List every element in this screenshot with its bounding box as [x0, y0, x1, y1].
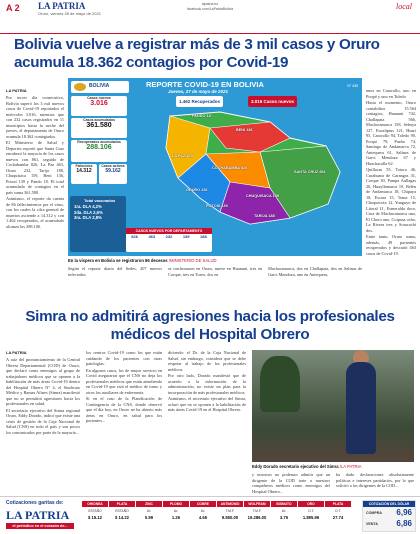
dollar-venta-label: VENTA: [366, 521, 378, 526]
dollar-title: COTIZACIÓN DEL DÓLAR: [363, 501, 415, 507]
story1-col1: [6, 88, 64, 230]
story1-r2: Hasta el momento, Oruro contabiliza 15.564 contagios, Huanuni 742, Challapata 566, Machacamarca 158, Sebaya 127, Eucaliptus 121, Huari 95, Caracollo 94, Toledo 90, Poopó 79, Pazña 74, Santiago de Andamarca 72, Antequera 61, Salinas de Garci Mendoza 67 y Huachacalla 62.: [366, 100, 416, 166]
activos-box: [99, 164, 127, 184]
rate-name: BISMUTO: [271, 501, 297, 507]
dept-chuquisaca-name: CHUQUISACA: [246, 194, 272, 198]
page-number: A 2: [6, 3, 20, 13]
photo-caption: [252, 464, 414, 469]
dept-potosi-name: POTOSÍ: [206, 204, 221, 208]
dept-cochabamba-value: 826: [240, 166, 248, 170]
story1-bottom-c-text: Machacamarca, dos en Challapata, dos en Salinas de Garci Mendoza, uno en Antequera,: [268, 266, 362, 277]
fallecidos-value: 14.312: [76, 168, 92, 174]
dept-oruro-value: 232: [201, 188, 208, 192]
caption-text: En la víspera en Bolivia se registraron 86 decesos: [68, 258, 168, 263]
rate-item: [82, 501, 108, 520]
rate-value: 15.286.00: [247, 515, 267, 520]
dept-case-3: 232: [165, 234, 173, 239]
dept-case-4: 139: [182, 234, 190, 239]
rate-value: 4.65: [198, 515, 208, 520]
rate-item: [217, 501, 243, 520]
story1-bottom-c: [268, 266, 362, 278]
story1-r4: Entre tanto, Oruro suma, además, 49 pacientes recuperados y descartó 463 casos de Covid-19.: [366, 234, 416, 256]
rate-item: [298, 501, 324, 520]
casos-acum-box: [71, 118, 127, 138]
rate-name: OHIONEA: [82, 501, 108, 507]
dept-chuquisaca-value: 159: [272, 194, 279, 198]
footer-sub: el periódico en el corazón de...: [6, 523, 74, 529]
dollar-compra-value: 6,96: [396, 508, 412, 517]
rate-value: 3.75: [279, 515, 289, 520]
dept-tarija-name: TARIJA: [254, 214, 268, 218]
rate-item: [163, 501, 189, 520]
story1-r1: unos en Caracollo, uno en Poopó y uno en Toledo.: [366, 88, 416, 99]
dept-case-2: 463: [148, 234, 156, 239]
brand-name: LA PATRIA: [38, 1, 86, 11]
rate-name: PLOMO: [163, 501, 189, 507]
dept-oruro: [186, 188, 208, 192]
photo-tree: [260, 356, 300, 412]
rate-unit: T.M.F.: [252, 509, 262, 513]
infographic-title: REPORTE COVID-19 EN BOLIVIA: [146, 80, 264, 89]
rate-item: [109, 501, 135, 520]
casos-acum-value: 361.580: [86, 122, 112, 129]
report-number: N° 435: [347, 84, 358, 88]
rate-name: WOLFRAM: [244, 501, 270, 507]
rate-item: [325, 501, 351, 520]
dateline: Oruro, viernes 28 de mayo de 2021: [38, 11, 101, 16]
dept-santacruz-value: 861: [319, 170, 326, 174]
rate-value: 0.99: [144, 515, 154, 520]
rate-unit: T.M.F.: [225, 509, 235, 513]
dollar-venta-value: 6,86: [396, 519, 412, 528]
recuperados-acum-value: 288.106: [86, 144, 112, 151]
rate-item: [190, 501, 216, 520]
story2-c4-p1: y nosotros no podemos admitir que un dirigente de la COD trate a nuestros compañeros médicos como enemigos del Hospital Obrero...: [252, 472, 330, 494]
story1-p1: Por tercer día consecutivo, Bolivia superó los 3 mil nuevos casos de Covid-19 reportados el miércoles 3.016, mientras que con 232 casos registrados en 11 municipios hasta la noche del jueves, el departamento de Oruro acumula 18.362 contagiados.: [6, 95, 64, 139]
dept-case-1: 826: [131, 234, 138, 239]
story1-byline: LA PATRIA: [6, 88, 27, 93]
dept-tarija-value: 188: [268, 214, 275, 218]
vac-dose1: 1ra. DLA 4,2%: [74, 204, 102, 209]
rate-unit: Lb.: [281, 509, 287, 513]
activos-value: 59.162: [105, 168, 121, 174]
recuperados-acum-box: [71, 140, 127, 162]
rate-name: ORO: [298, 501, 324, 507]
dollar-compra: [363, 507, 415, 518]
story2-col3: [168, 350, 246, 414]
rate-unit: ESTAÑO: [88, 509, 102, 513]
rate-value: 9.550.00: [221, 515, 239, 520]
social-link[interactable]: facebook.com/LaPatriaBolivia: [186, 7, 234, 11]
rate-unit: Lb.: [146, 509, 152, 513]
vaccination-box: [70, 196, 126, 252]
mineral-rates: [82, 501, 352, 520]
story1-col-right: [366, 88, 416, 257]
fallecidos-box: [71, 164, 97, 184]
dollar-venta: [363, 518, 415, 529]
infographic-caption: [68, 258, 364, 263]
ministry-logo-text: BOLIVIA: [89, 83, 110, 89]
dept-tarija: [254, 214, 275, 218]
shield-icon: [74, 83, 86, 91]
rate-unit: Lb.: [200, 509, 206, 513]
ministry-logo: [71, 81, 129, 93]
story2-col2: [86, 350, 162, 425]
story2-c3-p1: diciendo: el Dr. de la Caja Nacional de Salud, sin embargo, considera que se debe respetar al trabajo de los profesionales médicos.: [168, 350, 246, 372]
section-label: local: [396, 2, 412, 11]
rate-value: $ 15.12: [88, 515, 102, 520]
vac-dose2: 2da. DLA 2,6%: [74, 209, 103, 215]
dept-potosi-value: 139: [221, 204, 228, 208]
dept-pando: [192, 114, 211, 118]
dept-pando-value: 18: [206, 114, 211, 118]
footer-label: Cotizaciones garitas de:: [6, 500, 64, 506]
casos-nuevos-label: Casos nuevos: [87, 96, 111, 100]
dept-lapaz-value: 463: [186, 154, 193, 158]
story1-r3: Quillacas 55, Totora 46, Curahuara de Carangas 31, Corque 30, Pampa Aullagas 20, Huayllamarca 19, Belén de Andamarca 18, Chipaya 18, Escara 15, Toma 15, Choquecota 12, Yunguyo de Litoral 11, Esmeralda doce, Cruz de Machacamarca uno, El Choro uno, Coipasa ocho, La Rivera tres y Soracachi dos.: [366, 167, 416, 233]
casos-acum-label: Casos acumulados: [83, 118, 115, 122]
fallecidos-label: Fallecidos: [75, 164, 93, 168]
story1-bottom-a: [68, 266, 162, 278]
dept-cases-row: [126, 234, 212, 239]
footer-brand: LA PATRIA: [6, 508, 70, 522]
photo-person: [346, 362, 376, 454]
rate-name: ANTIMONIO: [217, 501, 243, 507]
rate-item: [136, 501, 162, 520]
header-links: [150, 2, 270, 12]
dept-beni-value: 136: [246, 128, 253, 132]
photo-credit: /LA PATRIA: [339, 464, 362, 469]
story1-p2: El Ministerio de Salud y Deportes reportó que Santa Cruz encabezó la mayoría de los casos nuevos con 861, seguido de Cochabamba 826, La Paz 463, Oruro 232, Tarija 188, Chuquisaca 159, Beni 136, Potosí 139 y Pando 18. El total acumulado de contagios en el país suma 361.580.: [6, 140, 64, 195]
story2-col5: [336, 472, 414, 490]
casos-nuevos-value: 3.016: [90, 100, 108, 107]
story2-c2-p3: Si en el caso de la Planificación de Contingencia de la CNS, donde observó que el día hoy, en Oruro no ha abierto más áreas en Oruro, en salud para los pacientes...: [86, 396, 162, 423]
rate-unit: O.T.: [307, 509, 315, 513]
dollar-rate-box: [362, 500, 416, 532]
infographic-date: Jueves, 27 de mayo de 2021: [168, 89, 229, 94]
dept-cochabamba-name: COCHABAMBA: [212, 166, 240, 170]
casos-nuevos-pill-value: 3.016: [251, 99, 263, 104]
story1-p3: Asimismo, el reporte da cuenta de 86 fallecimientos por el virus, con los cuales la cifra general de muertos asciende a 14.312 y con 1.462 recuperados, el acumulado alcanza los 288.106.: [6, 196, 64, 229]
dollar-compra-label: COMPRA: [366, 510, 382, 515]
casos-nuevos-pill: [248, 96, 297, 107]
rate-name: PLATA: [109, 501, 135, 507]
rate-name: PLATA: [325, 501, 351, 507]
story2-headline: Simra no admitirá agresiones hacia los profesionales médicos del Hospital Obrero: [25, 308, 395, 343]
dept-cases-box: [126, 228, 212, 252]
story2-byline: LA PATRIA: [6, 350, 27, 355]
story2-c1-p1: A raíz del pronunciamiento de la Central Obrera Departamental (COD) de Oruro, que declaró como enemigos al grupo de trabajadores médicos que se oponen a la habilitación de más áreas Covid-19 dentro del Hospital Obrero N° 4, el Sindicato Médico y Ramas Afines (Simra) manifestó que no se permitirá agresiones hacia los profesionales en salud.: [6, 357, 80, 406]
rate-unit: O.T.: [334, 509, 342, 513]
rate-item: [244, 501, 270, 520]
story1-bottom-a-text: Según el reporte diario del Sedes, 207 nuevos infectados: [68, 266, 162, 277]
site-link[interactable]: lapatria.bo: [201, 2, 219, 6]
story2-c3-p2: Por otro lado, Dorado manifestó que de acuerdo a la información de la administración, no existe un plan para la incorporación de más profesionales médicos.: [168, 373, 246, 395]
rate-unit: Lb.: [173, 509, 179, 513]
caption-credit: /MINISTERIO DE SALUD: [168, 258, 217, 263]
covid-infographic: [68, 78, 362, 256]
rate-name: ZINC: [136, 501, 162, 507]
activos-label: Casos activos: [101, 164, 125, 168]
story2-c3-p3: Asimismo, el secretario ejecutivo del Simra, aclaró que no se oponen a la habilitación de más áreas Covid-19 en el Hospital Obrero.: [168, 396, 246, 412]
dept-beni: [236, 128, 252, 132]
story2-col4: [252, 472, 330, 495]
recuperados-acum-label: Recuperados acumulados: [77, 140, 121, 144]
casos-nuevos-box: [71, 96, 127, 116]
story2-col1: [6, 350, 80, 436]
rate-value: 1.26: [171, 515, 181, 520]
story2-c5-p1: ha dado declaraciones absolutamente políticas e intereses partidarios, por lo que solicitó a los dirigentes de la COD...: [336, 472, 414, 488]
recuperados-nuevos-label: Recuperados: [191, 99, 221, 104]
vac-dose3: 3ra. DLA 2,8%: [74, 215, 102, 220]
story1-bottom-b-text: se confirmaron en Oruro, nueve en Huanuni, tres en Corque, tres en Toreo, dos en: [168, 266, 262, 277]
footer-rates: [0, 496, 420, 534]
story2-c2-p1: los centros Covid-19 como los que están cuidando de los pacientes con otras patologías.: [86, 350, 162, 366]
dept-beni-name: BENI: [236, 128, 246, 132]
dept-santacruz-name: SANTA CRUZ: [294, 170, 319, 174]
recuperados-nuevos-value: 1.462: [179, 99, 191, 104]
story1-headline: Bolivia vuelve a registrar más de 3 mil casos y Oruro acumula 18.362 contagios por Covid-19: [14, 36, 380, 71]
rate-value: 1.895.96: [302, 515, 320, 520]
dept-potosi: [206, 204, 228, 208]
rate-value: $ 14.22: [115, 515, 129, 520]
dept-lapaz: [172, 154, 193, 158]
dept-pando-name: PANDO: [192, 114, 206, 118]
photo-caption-text: Eddy Dorado secretario ejecutivo del Simra: [252, 464, 339, 469]
page-header: [0, 0, 420, 34]
dept-case-5: 188: [200, 234, 207, 239]
dept-chuquisaca: [246, 194, 279, 198]
dept-oruro-name: ORURO: [186, 188, 201, 192]
story2-c2-p2: En algunos casos, los de mayor servicio en Covid aseguraron que el CNS no deja los profesionales médicos que están atendiendo en Covid-19 que está el médico de turno y otros los auxiliares de enfermería.: [86, 367, 162, 395]
rate-name: COBRE: [190, 501, 216, 507]
rate-value: 27.74: [332, 515, 344, 520]
recuperados-nuevos-pill: [176, 96, 223, 107]
dept-cases-title: CASOS NUEVOS POR DEPARTAMENTO: [126, 228, 212, 234]
story1-bottom-b: [168, 266, 262, 278]
rate-item: [271, 501, 297, 520]
story2-photo: [252, 350, 414, 462]
casos-nuevos-pill-label: Casos nuevos: [263, 99, 295, 104]
story2-c1-p2: El secretario ejecutivo del Simra regional Oruro, Eddy Dorado, indicó que existe una crisis de gestión de la Caja Nacional de Salud (CNS) en todo el país y son pocos los comunicados por parte de la mayoría...: [6, 407, 80, 435]
dept-santacruz: [294, 170, 326, 174]
rate-unit: ESTAÑO: [115, 509, 129, 513]
dept-lapaz-name: LA PAZ: [172, 154, 186, 158]
vac-label: Total vacunados: [84, 198, 116, 203]
dept-cochabamba: [212, 166, 247, 170]
